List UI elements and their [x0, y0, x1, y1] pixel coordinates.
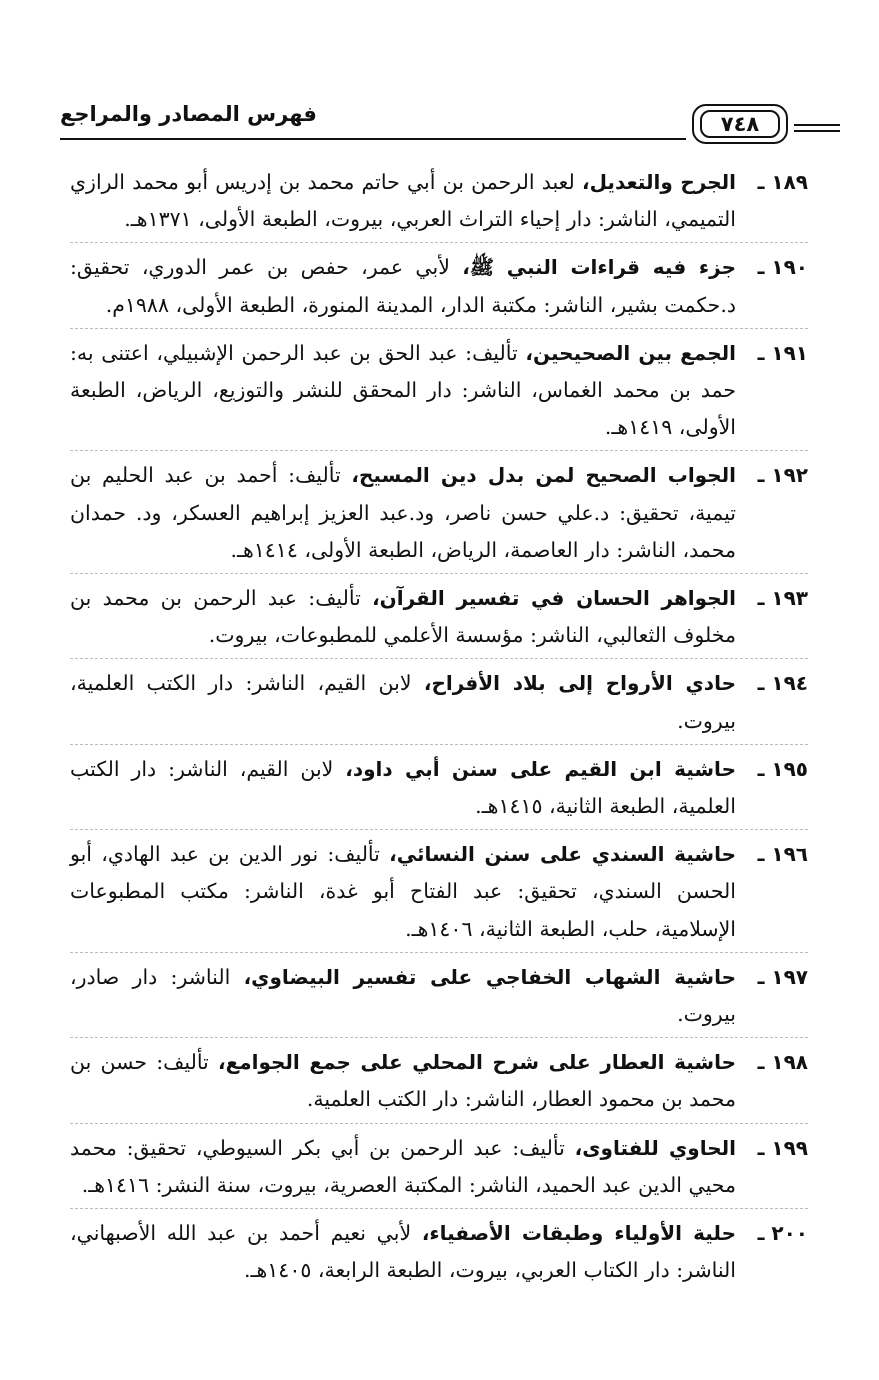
entry-details: الناشر: دار صادر، بيروت.: [70, 964, 736, 1027]
entry-details: لعبد الرحمن بن أبي حاتم محمد بن إدريس أبو محمد الرازي التميمي، الناشر: دار إحياء التراث العربي، بيروت، الطبعة الأولى، ١٣٧١هـ.: [70, 170, 736, 232]
entry-number: ١٩١ ـ: [757, 340, 808, 365]
entry-title: الجمع بين الصحيحين،: [525, 340, 736, 365]
entry-divider: [70, 744, 808, 745]
entry-divider: [70, 450, 808, 451]
entry-number: ١٨٩ ـ: [757, 170, 808, 194]
entry-divider: [70, 242, 808, 243]
entry-number: ١٩٤ ـ: [757, 671, 808, 696]
entry-details: لابن القيم، الناشر: دار الكتب العلمية، الطبعة الثانية، ١٤١٥هـ.: [70, 756, 736, 819]
reference-entry: [70, 164, 808, 238]
entry-number: ١٩٦ ـ: [757, 842, 808, 867]
entry-title: الجرح والتعديل،: [581, 170, 737, 194]
entry-divider: [70, 1037, 808, 1038]
header-title: فهرس المصادر والمراجع: [60, 102, 317, 126]
entry-details: تأليف: حسن بن محمد بن محمود العطار، الناشر: دار الكتب العلمية.: [70, 1050, 736, 1112]
entry-title: حادي الأرواح إلى بلاد الأفراح،: [423, 671, 736, 696]
entry-divider: [70, 1208, 808, 1209]
entry-title: الجواب الصحيح لمن بدل دين المسيح،: [351, 463, 736, 488]
entry-title: حاشية ابن القيم على سنن أبي داود،: [345, 756, 736, 781]
entry-details: تأليف: عبد الرحمن بن محمد بن مخلوف الثعالبي، الناشر: مؤسسة الأعلمي للمطبوعات، بيروت.: [70, 586, 736, 648]
entry-title: حاشية الشهاب الخفاجي على تفسير البيضاوي،: [243, 964, 737, 989]
header-ornament-line: [794, 130, 840, 132]
entry-details: لأبي نعيم أحمد بن عبد الله الأصبهاني، الناشر: دار الكتاب العربي، بيروت، الطبعة الرابعة، ١٤٠٥هـ.: [70, 1221, 736, 1283]
entry-details: لابن القيم، الناشر: دار الكتب العلمية، بيروت.: [70, 671, 736, 733]
reference-list: [70, 164, 808, 1289]
reference-entry: [70, 836, 808, 948]
header-rule: [60, 138, 686, 140]
entry-divider: [70, 952, 808, 953]
entry-divider: [70, 829, 808, 830]
entry-divider: [70, 573, 808, 574]
entry-text: [70, 1215, 736, 1289]
entry-title: الحاوي للفتاوى،: [574, 1135, 736, 1160]
entry-details: تأليف: نور الدين بن عبد الهادي، أبو الحسن السندي، تحقيق: عبد الفتاح أبو غدة، الناشر: مكتب المطبوعات الإسلامية، حلب، الطبعة الثانية، ١٤٠٦هـ.: [70, 842, 736, 941]
entry-text: [70, 335, 736, 447]
reference-entry: [70, 1130, 808, 1204]
page-number: ٧٤٨: [700, 110, 780, 138]
reference-entry: [70, 457, 808, 569]
entry-number: ٢٠٠ ـ: [757, 1221, 808, 1246]
entry-text: [70, 751, 736, 825]
reference-entry: [70, 665, 808, 739]
page-header: [60, 100, 820, 150]
reference-entry: [70, 335, 808, 447]
entry-text: [70, 457, 736, 569]
header-ornament-line: [794, 124, 840, 126]
entry-text: [70, 1044, 736, 1118]
entry-text: [70, 1130, 736, 1204]
entry-number: ١٩٠ ـ: [757, 255, 808, 280]
entry-title: حاشية العطار على شرح المحلي على جمع الجوامع،: [217, 1050, 736, 1075]
entry-text: [70, 959, 736, 1033]
entry-title: حاشية السندي على سنن النسائي،: [389, 842, 737, 867]
reference-entry: [70, 1215, 808, 1289]
entry-number: ١٩٢ ـ: [757, 463, 808, 488]
entry-details: تأليف: أحمد بن عبد الحليم بن تيمية، تحقيق: د.علي حسن ناصر، ود.عبد العزيز إبراهيم العسكر، ود. حمدان محمد، الناشر: دار العاصمة، الرياض، الطبعة الأولى، ١٤١٤هـ.: [70, 463, 736, 562]
entry-number: ١٩٨ ـ: [757, 1050, 808, 1075]
entry-details: لأبي عمر، حفص بن عمر الدوري، تحقيق: د.حكمت بشير، الناشر: مكتبة الدار، المدينة المنورة، الطبعة الأولى، ١٩٨٨م.: [70, 255, 736, 317]
entry-text: [70, 665, 736, 739]
entry-number: ١٩٩ ـ: [757, 1135, 808, 1160]
entry-number: ١٩٣ ـ: [757, 586, 808, 611]
entry-title: جزء فيه قراءات النبي ﷺ،: [462, 255, 737, 280]
entry-text: [70, 580, 736, 654]
entry-details: تأليف: عبد الرحمن بن أبي بكر السيوطي، تحقيق: محمد محيي الدين عبد الحميد، الناشر: المكتبة العصرية، بيروت، سنة النشر: ١٤١٦هـ.: [70, 1135, 736, 1197]
entry-text: [70, 836, 736, 948]
reference-entry: [70, 751, 808, 825]
entry-number: ١٩٥ ـ: [757, 756, 808, 781]
entry-text: [70, 164, 736, 238]
entry-title: الجواهر الحسان في تفسير القرآن،: [372, 586, 736, 611]
page-number-badge: [692, 104, 788, 144]
entry-number: ١٩٧ ـ: [757, 964, 808, 989]
entry-title: حلية الأولياء وطبقات الأصفياء،: [421, 1221, 736, 1246]
entry-details: تأليف: عبد الحق بن عبد الرحمن الإشبيلي، اعتنى به: حمد بن محمد الغماس، الناشر: دار المحقق للنشر والتوزيع، الرياض، الطبعة الأولى، ١٤١٩هـ.: [70, 340, 736, 440]
entry-text: [70, 249, 736, 323]
entry-divider: [70, 1123, 808, 1124]
entry-divider: [70, 328, 808, 329]
reference-entry: [70, 959, 808, 1033]
entry-divider: [70, 658, 808, 659]
reference-entry: [70, 580, 808, 654]
reference-entry: [70, 1044, 808, 1118]
reference-entry: [70, 249, 808, 323]
